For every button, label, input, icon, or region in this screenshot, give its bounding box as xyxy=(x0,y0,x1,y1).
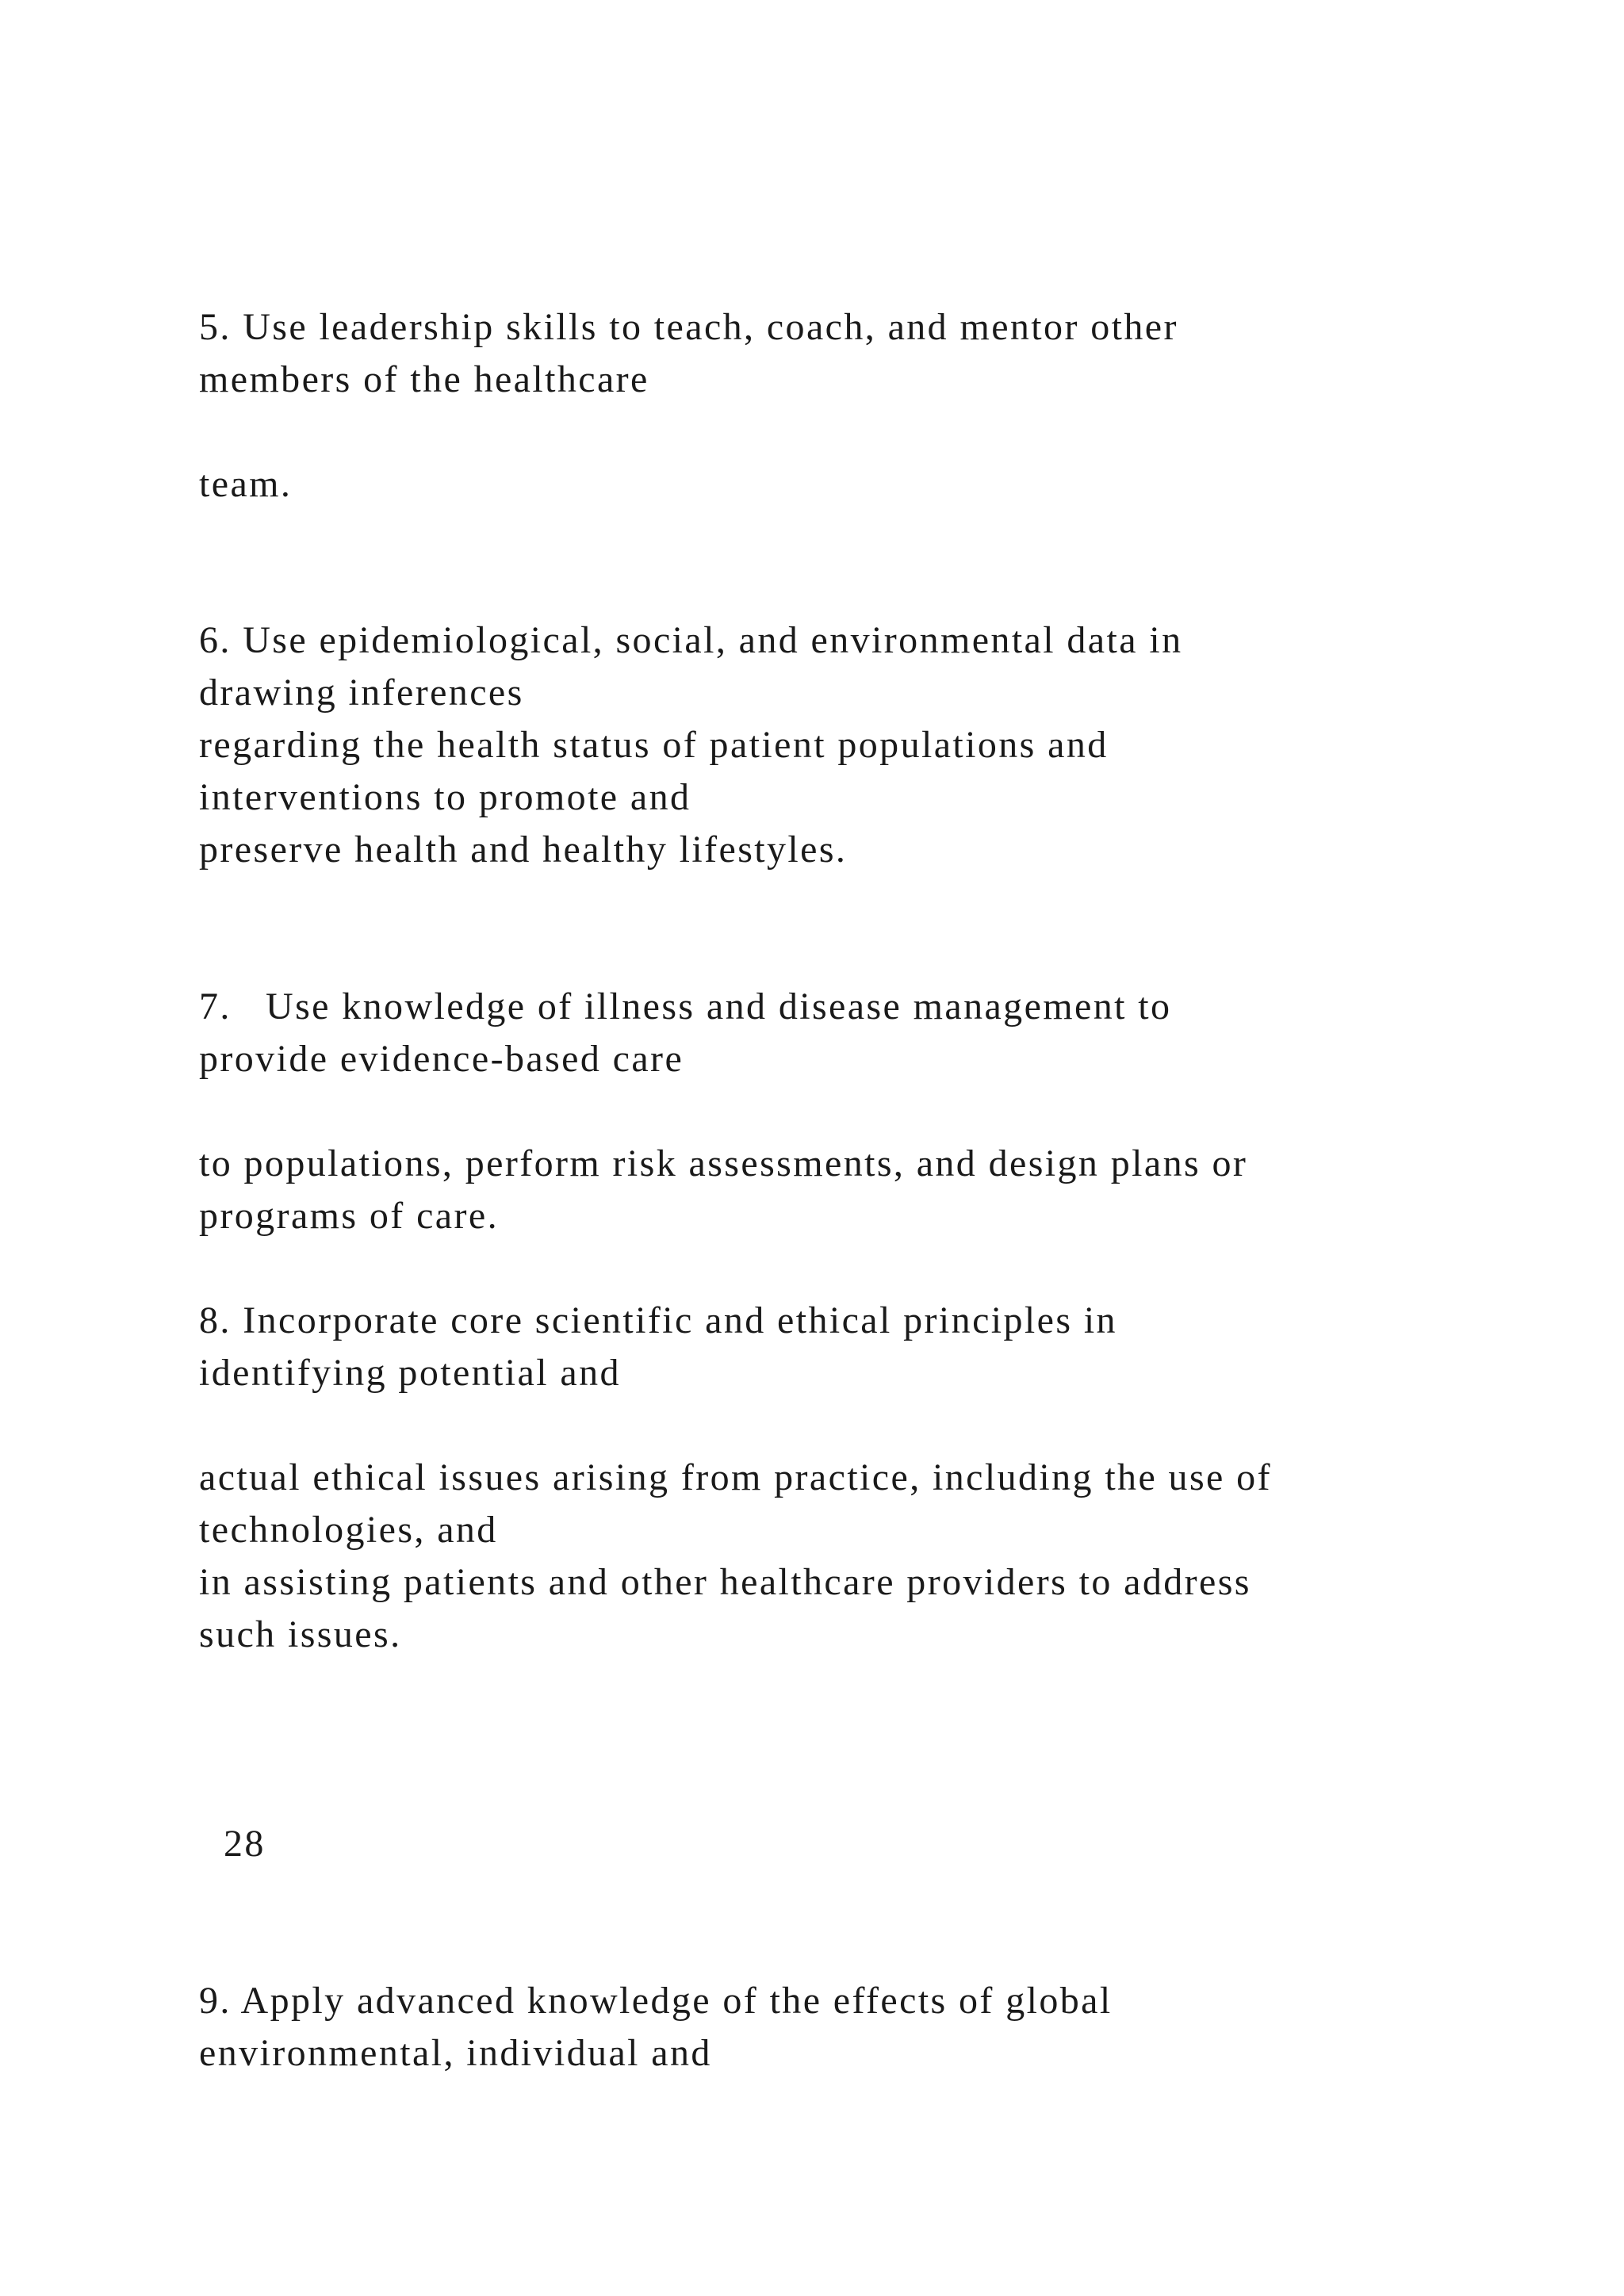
page-number: 28 xyxy=(224,1823,266,1865)
item-8-line-5: in assisting patients and other healthcare providers to address xyxy=(199,1561,1251,1603)
item-6-line-4: interventions to promote and xyxy=(199,776,691,818)
item-7-line-3: to populations, perform risk assessments, and design plans or xyxy=(199,1142,1248,1184)
item-8-line-4: technologies, and xyxy=(199,1509,498,1551)
item-9-line-1: 9. Apply advanced knowledge of the effects of global xyxy=(199,1980,1113,2022)
item-9-line-2: environmental, individual and xyxy=(199,2032,712,2074)
item-8-line-1: 8. Incorporate core scientific and ethical principles in xyxy=(199,1299,1117,1341)
item-6-line-2: drawing inferences xyxy=(199,672,524,714)
item-8-line-2: identifying potential and xyxy=(199,1352,621,1394)
item-7-line-2: provide evidence-based care xyxy=(199,1038,684,1080)
item-8-line-3: actual ethical issues arising from practice, including the use of xyxy=(199,1456,1272,1498)
item-7-line-4: programs of care. xyxy=(199,1195,499,1237)
item-8-line-6: such issues. xyxy=(199,1613,402,1655)
item-5-line-2: members of the healthcare xyxy=(199,358,649,400)
item-6-line-1: 6. Use epidemiological, social, and environmental data in xyxy=(199,619,1183,661)
item-5-line-1: 5. Use leadership skills to teach, coach, and mentor other xyxy=(199,306,1178,348)
item-6-line-5: preserve health and healthy lifestyles. xyxy=(199,828,848,871)
item-5-line-3: team. xyxy=(199,463,293,505)
item-7-line-1: 7. Use knowledge of illness and disease management to xyxy=(199,985,1172,1027)
item-6-line-3: regarding the health status of patient populations and xyxy=(199,724,1109,766)
